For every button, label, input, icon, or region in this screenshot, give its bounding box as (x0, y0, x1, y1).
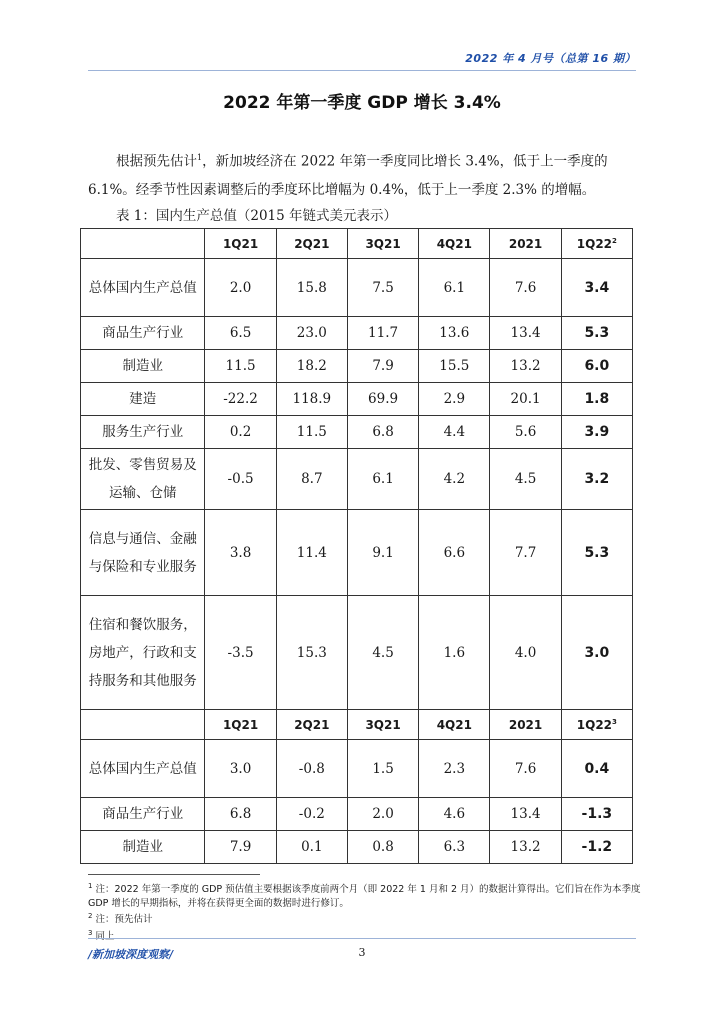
column-header (419, 710, 490, 740)
latest-value-cell: 0.4 (561, 740, 632, 798)
gdp-table (80, 228, 633, 864)
value-cell: 4.6 (419, 798, 490, 831)
value-cell: 0.2 (205, 416, 276, 449)
table-row (81, 317, 633, 350)
header-divider (88, 70, 636, 71)
value-cell: 0.8 (347, 831, 418, 864)
column-header-label: 2Q21 (294, 236, 330, 251)
latest-value-cell: 6.0 (561, 350, 632, 383)
footnote-1 (88, 880, 648, 910)
issue-header: 2022 年 4 月号（总第 16 期） (465, 52, 636, 65)
publication-name: /新加坡深度观察/ (88, 948, 174, 961)
value-cell: 3.8 (205, 510, 276, 596)
header-blank-cell (81, 710, 205, 740)
column-header (276, 229, 347, 259)
table-header-row (81, 710, 633, 740)
row-label: 信息与通信、金融与保险和专业服务 (81, 510, 205, 596)
value-cell: 13.4 (490, 798, 561, 831)
value-cell: 6.8 (205, 798, 276, 831)
footnote-divider (88, 874, 260, 875)
value-cell: 118.9 (276, 383, 347, 416)
table-row (81, 449, 633, 510)
column-header (276, 710, 347, 740)
table-row (81, 740, 633, 798)
value-cell: 11.5 (276, 416, 347, 449)
column-header-footnote-ref[interactable]: 3 (612, 717, 617, 726)
value-cell: 6.1 (347, 449, 418, 510)
value-cell: 2.3 (419, 740, 490, 798)
table-row (81, 383, 633, 416)
page-title: 2022 年第一季度 GDP 增长 3.4% (223, 93, 501, 113)
value-cell: 15.8 (276, 259, 347, 317)
value-cell: 2.0 (205, 259, 276, 317)
value-cell: -0.2 (276, 798, 347, 831)
footnote-text: 注：2022 年第一季度的 GDP 预估值主要根据该季度前两个月（即 2022 年 1 月和 2 月）的数据计算得出。它们旨在作为本季度 GDP 增长的早期指标，并将在获得更全面的数据时进行修订。 (88, 884, 641, 909)
column-header-label: 3Q21 (365, 236, 401, 251)
value-cell: 1.6 (419, 596, 490, 710)
value-cell: 23.0 (276, 317, 347, 350)
value-cell: 7.6 (490, 740, 561, 798)
value-cell: 18.2 (276, 350, 347, 383)
column-header-label: 2021 (508, 717, 543, 732)
latest-value-cell: 3.4 (561, 259, 632, 317)
column-header (561, 229, 632, 259)
value-cell: -0.8 (276, 740, 347, 798)
intro-text-before: 根据预先估计 (116, 153, 197, 170)
value-cell: 69.9 (347, 383, 418, 416)
row-label: 制造业 (81, 350, 205, 383)
value-cell: 15.3 (276, 596, 347, 710)
column-header (490, 229, 561, 259)
value-cell: 15.5 (419, 350, 490, 383)
value-cell: 7.9 (347, 350, 418, 383)
table-header-row (81, 229, 633, 259)
table-row (81, 596, 633, 710)
value-cell: 3.0 (205, 740, 276, 798)
page-number: 3 (358, 946, 366, 959)
row-label: 建造 (81, 383, 205, 416)
column-header (347, 710, 418, 740)
value-cell: 7.7 (490, 510, 561, 596)
footnote-num: 1 (88, 882, 93, 890)
column-header-label: 4Q21 (436, 236, 472, 251)
latest-value-cell: 1.8 (561, 383, 632, 416)
column-header (561, 710, 632, 740)
column-header (419, 229, 490, 259)
value-cell: 9.1 (347, 510, 418, 596)
value-cell: 0.1 (276, 831, 347, 864)
table-row (81, 259, 633, 317)
row-label: 服务生产行业 (81, 416, 205, 449)
value-cell: 2.9 (419, 383, 490, 416)
column-header-label: 1Q22 (576, 717, 613, 732)
value-cell: 11.4 (276, 510, 347, 596)
value-cell: 13.2 (490, 350, 561, 383)
column-header (205, 229, 276, 259)
value-cell: 13.2 (490, 831, 561, 864)
value-cell: 4.4 (419, 416, 490, 449)
value-cell: 1.5 (347, 740, 418, 798)
column-header-label: 3Q21 (365, 717, 401, 732)
value-cell: 20.1 (490, 383, 561, 416)
value-cell: 4.0 (490, 596, 561, 710)
footnote-ref-1[interactable]: 1 (197, 153, 203, 162)
value-cell: 4.5 (347, 596, 418, 710)
value-cell: 13.4 (490, 317, 561, 350)
value-cell: -22.2 (205, 383, 276, 416)
table-row (81, 798, 633, 831)
row-label: 批发、零售贸易及运输、仓储 (81, 449, 205, 510)
latest-value-cell: 5.3 (561, 510, 632, 596)
value-cell: 6.5 (205, 317, 276, 350)
value-cell: -0.5 (205, 449, 276, 510)
table-row (81, 831, 633, 864)
footer-divider (88, 938, 636, 939)
row-label: 总体国内生产总值 (81, 740, 205, 798)
footnote-num: 3 (88, 928, 93, 937)
row-label: 商品生产行业 (81, 798, 205, 831)
table-row (81, 350, 633, 383)
value-cell: 8.7 (276, 449, 347, 510)
row-label: 商品生产行业 (81, 317, 205, 350)
intro-paragraph (88, 144, 648, 204)
latest-value-cell: 3.2 (561, 449, 632, 510)
column-header-label: 2021 (508, 236, 543, 251)
footnotes (88, 880, 648, 943)
footnote-text: 同上 (95, 930, 115, 942)
value-cell: 13.6 (419, 317, 490, 350)
column-header-label: 2Q21 (294, 717, 330, 732)
footnote-num: 2 (88, 912, 93, 921)
column-header (490, 710, 561, 740)
table-caption: 表 1：国内生产总值（2015 年链式美元表示） (116, 208, 398, 224)
table-row (81, 510, 633, 596)
column-header-label: 1Q21 (222, 236, 259, 251)
table-row (81, 416, 633, 449)
column-header-label: 1Q21 (222, 717, 259, 732)
intro-text-after: ，新加坡经济在 2022 年第一季度同比增长 3.4%，低于上一季度的 6.1%。经季节性因素调整后的季度环比增幅为 0.4%，低于上一季度 2.3% 的增幅。 (88, 153, 608, 198)
value-cell: 7.5 (347, 259, 418, 317)
latest-value-cell: 3.0 (561, 596, 632, 710)
value-cell: 11.7 (347, 317, 418, 350)
latest-value-cell: 5.3 (561, 317, 632, 350)
column-header-label: 1Q22 (576, 236, 613, 251)
latest-value-cell: -1.2 (561, 831, 632, 864)
column-header (347, 229, 418, 259)
column-header-label: 4Q21 (436, 717, 472, 732)
value-cell: 7.6 (490, 259, 561, 317)
value-cell: 6.8 (347, 416, 418, 449)
header-blank-cell (81, 229, 205, 259)
row-label: 总体国内生产总值 (81, 259, 205, 317)
value-cell: 4.5 (490, 449, 561, 510)
value-cell: -3.5 (205, 596, 276, 710)
value-cell: 6.3 (419, 831, 490, 864)
value-cell: 7.9 (205, 831, 276, 864)
value-cell: 2.0 (347, 798, 418, 831)
value-cell: 5.6 (490, 416, 561, 449)
value-cell: 6.6 (419, 510, 490, 596)
row-label: 住宿和餐饮服务，房地产，行政和支持服务和其他服务 (81, 596, 205, 710)
footnote-3 (88, 927, 648, 944)
latest-value-cell: 3.9 (561, 416, 632, 449)
column-header-footnote-ref[interactable]: 2 (612, 236, 617, 245)
value-cell: 6.1 (419, 259, 490, 317)
latest-value-cell: -1.3 (561, 798, 632, 831)
column-header (205, 710, 276, 740)
value-cell: 11.5 (205, 350, 276, 383)
footnote-text: 注：预先估计 (95, 914, 153, 926)
row-label: 制造业 (81, 831, 205, 864)
value-cell: 4.2 (419, 449, 490, 510)
footnote-2 (88, 910, 648, 927)
